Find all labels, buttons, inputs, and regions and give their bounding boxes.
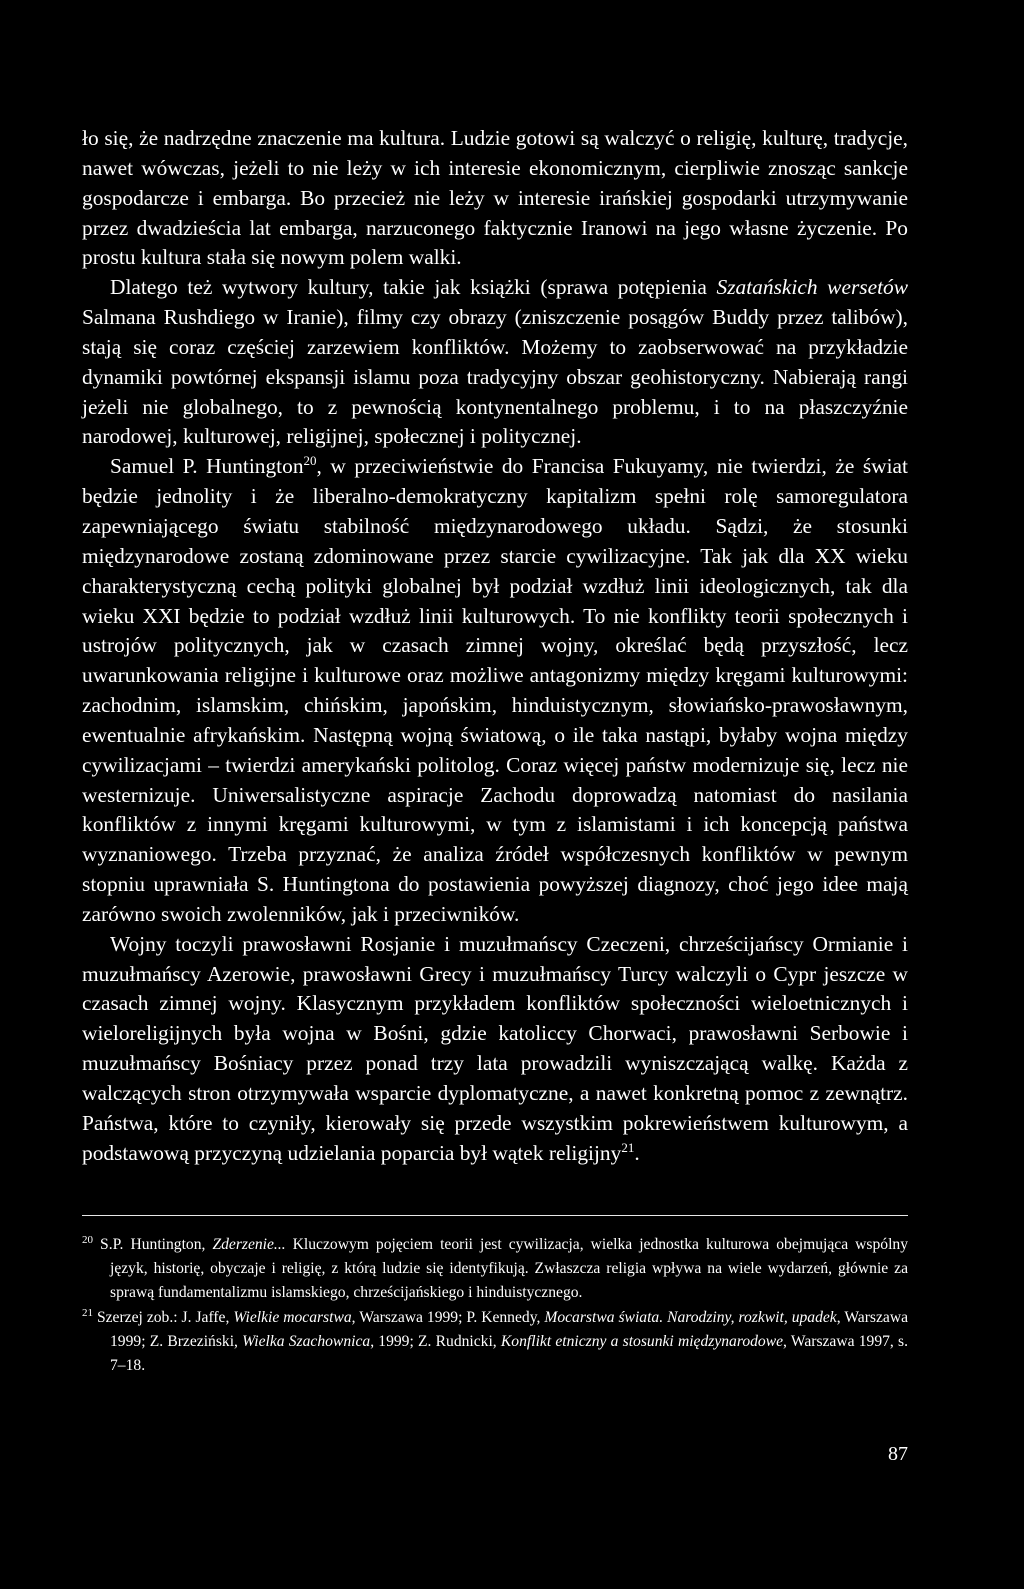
footnote-21-text-b: , Warszawa 1999; P. Kennedy,: [351, 1308, 545, 1326]
footnote-21-text-e: , Warszawa 1997, s. 7–18.: [110, 1332, 908, 1375]
footnote-20-number: 20: [82, 1234, 93, 1246]
footnote-21-text-d: , 1999; Z. Rudnicki,: [370, 1332, 501, 1350]
book-title-italic: Szatańskich wersetów: [716, 275, 908, 300]
main-text: [82, 124, 908, 1169]
paragraph-2: [82, 273, 908, 452]
footnote-ref-21[interactable]: 21: [621, 1139, 635, 1155]
paragraph-3-text-b: , w przeciwieństwie do Francisa Fukuyamy, nie twierdzi, że świat będzie jednolity i że liberalno-demokratyczny kapitalizm spełni rolę samoregulatora zapewniającego światu stabilność międzynarodowego układu. Sądzi, że stosunki międzynarodowe zostaną zdominowane przez starcie cywilizacyjne. Tak jak dla XX wieku charakterystyczną cechą polityki globalnej był podział wzdłuż linii ideologicznych, tak dla wieku XXI będzie to podział wzdłuż linii kulturowych. To nie konflikty teorii społecznych i ustrojów politycznych, jak w czasach zimnej wojny, określać będą przyszłość, lecz uwarunkowania religijne i kulturowe oraz możliwe antagonizmy między kręgami kulturowymi: zachodnim, islamskim, chińskim, japońskim, hinduistycznym, słowiańsko-prawosławnym, ewentualnie afrykańskim. Następną wojną światową, o ile taka nastąpi, byłaby wojna między cywilizacjami – twierdzi amerykański politolog. Coraz więcej państw modernizuje się, lecz nie westernizuje. Uniwersalistyczne aspiracje Zachodu doprowadzą natomiast do nasilania konfliktów z innymi kręgami kulturowymi, w tym z islamistami i ich koncepcją państwa wyznaniowego. Trzeba przyznać, że analiza źródeł współczesnych konfliktów w pewnym stopniu uprawniała S. Huntingtona do postawienia powyższej diagnozy, choć jego idee mają zarówno swoich zwolenników, jak i przeciwników.: [82, 454, 908, 926]
footnote-20-text-b: Kluczowym pojęciem teorii jest cywilizacja, wielka jednostka kulturowa obejmująca wspólny język, historię, obyczaje i religię, z którą ludzie się identyfikują. Zwłaszcza religia wpływa na wiele wydarzeń, głównie za sprawą fundamentalizmu islamskiego, chrześcijańskiego i hinduistycznego.: [110, 1236, 909, 1302]
paragraph-2-text-b: Salmana Rushdiego w Iranie), filmy czy obrazy (zniszczenie posągów Buddy przez talibów), stają się coraz częściej zarzewiem konfliktów. Możemy to zaobserwować na przykładzie dynamiki powtórnej ekspansji islamu poza tradycyjny obszar geohistoryczny. Nabierają rangi jeżeli nie globalnego, to z pewnością kontynentalnego problemu, i to na płaszczyźnie narodowej, kulturowej, religijnej, społecznej i politycznej.: [82, 305, 908, 449]
footnote-21-title-2: Mocarstwa świata. Narodziny, rozkwit, upadek: [544, 1308, 837, 1326]
footnote-21-title-4: Konflikt etniczny a stosunki międzynarodowe: [500, 1332, 784, 1350]
paragraph-1: [82, 124, 908, 273]
paragraph-1-text: ło się, że nadrzędne znaczenie ma kultura. Ludzie gotowi są walczyć o religię, kulturę, tradycje, nawet wówczas, jeżeli to nie leży w ich interesie ekonomicznym, cierpliwie znosząc sankcje gospodarcze i embarga. Bo przecież nie leży w interesie irańskiej gospodarki utrzymywanie przez dwadzieścia lat embarga, narzuconego faktycznie Iranowi na jego własne życzenie. Po prostu kultura stała się nowym polem walki.: [82, 126, 908, 270]
footnotes: [82, 1233, 908, 1378]
paragraph-4: [82, 930, 908, 1169]
paragraph-4-end: .: [634, 1140, 640, 1165]
paragraph-3-text-a: Samuel P. Huntington: [110, 454, 304, 479]
footnote-20: [82, 1233, 908, 1306]
footnote-20-title: Zderzenie...: [212, 1236, 286, 1253]
footnote-21-text-c: , Warszawa 1999; Z. Brzeziński,: [110, 1308, 908, 1350]
footnote-21-text-a: Szerzej zob.: J. Jaffe,: [93, 1308, 234, 1326]
paragraph-3: [82, 452, 908, 930]
footnote-20-text-a: S.P. Huntington,: [93, 1236, 213, 1253]
paragraph-4-text: Wojny toczyli prawosławni Rosjanie i muzułmańscy Czeczeni, chrześcijańscy Ormianie i muzułmańscy Azerowie, prawosławni Grecy i muzułmańscy Turcy walczyli o Cypr jeszcze w czasach zimnej wojny. Klasycznym przykładem konfliktów społeczności wieloetnicznych i wieloreligijnych była wojna w Bośni, gdzie katoliccy Chorwaci, prawosławni Serbowie i muzułmańscy Bośniacy przez ponad trzy lata prowadzili wyniszczającą walkę. Każda z walczących stron otrzymywała wsparcie dyplomatyczne, a nawet konkretną pomoc z zewnątrz. Państwa, które to czyniły, kierowały się przede wszystkim pokrewieństwem kulturowym, a podstawową przyczyną udzielania poparcia był wątek religijny: [82, 931, 908, 1165]
footnote-21-title-3: Wielka Szachownica: [242, 1332, 371, 1350]
page-number: 87: [888, 1443, 908, 1465]
footnote-divider: [82, 1215, 908, 1216]
footnote-21: [82, 1306, 908, 1379]
paragraph-2-text-a: Dlatego też wytwory kultury, takie jak książki (sprawa potępienia: [110, 275, 717, 300]
footnote-ref-20[interactable]: 20: [303, 453, 317, 469]
footnote-21-title-1: Wielkie mocarstwa: [233, 1308, 352, 1326]
footnote-21-number: 21: [82, 1306, 93, 1319]
